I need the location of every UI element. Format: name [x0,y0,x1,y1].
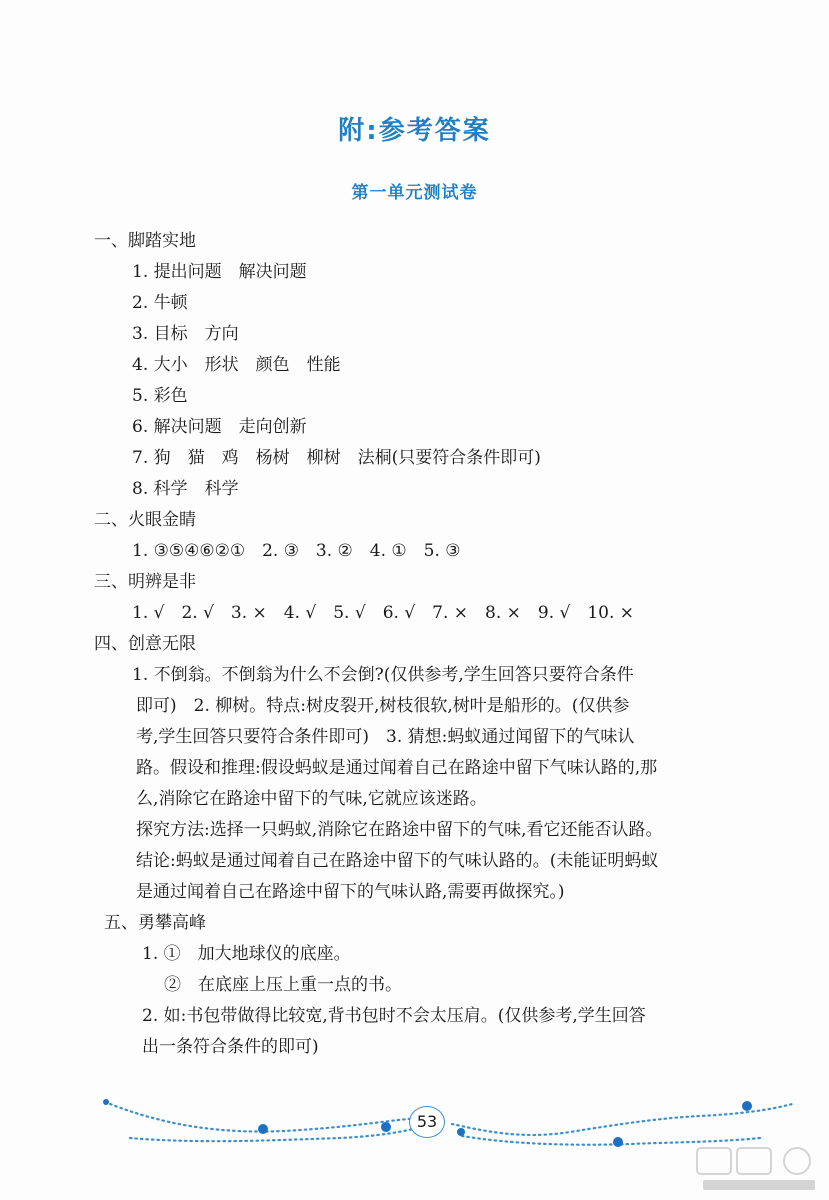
page-subtitle: 第一单元测试卷 [351,183,478,203]
section-heading-5: 五、勇攀高峰 [104,913,206,933]
answer-content [94,226,774,1063]
answer-item: 3. 目标 方向 [132,324,239,344]
paragraph-line: 是通过闻着自己在路途中留下的气味认路,需要再做探究。) [136,882,565,902]
paragraph-line: 路。假设和推理:假设蚂蚁是通过闻着自己在路途中留下气味认路的,那 [136,758,658,778]
section-heading-1: 一、脚踏实地 [94,231,196,251]
answer-item: 8. 科学 科学 [132,479,239,499]
answer-item: ② 在底座上压上重一点的书。 [164,975,402,995]
paragraph-line: 么,消除它在路途中留下的气味,它就应该迷路。 [136,789,487,809]
answer-item: 2. 如:书包带做得比较宽,背书包时不会太压肩。(仅供参考,学生回答 [142,1006,646,1026]
answer-item: 1. 提出问题 解决问题 [132,262,307,282]
paragraph-line: 考,学生回答只要符合条件即可) 3. 猜想:蚂蚁通过闻留下的气味认 [136,727,635,747]
paragraph-line: 结论:蚂蚁是通过闻着自己在路途中留下的气味认路的。(未能证明蚂蚁 [136,851,659,871]
paragraph-line: 1. 不倒翁。不倒翁为什么不会倒?(仅供参考,学生回答只要符合条件 [132,665,634,685]
answer-item: 2. 牛顿 [132,293,188,313]
answer-item: 7. 狗 猫 鸡 杨树 柳树 法桐(只要符合条件即可) [132,448,541,468]
answer-item: 1. √ 2. √ 3. × 4. √ 5. √ 6. √ 7. × 8. × 9. √ 10. × [132,603,635,623]
answer-item: 1. ③⑤④⑥②① 2. ③ 3. ② 4. ① 5. ③ [132,541,461,561]
page-number: 53 [409,1106,445,1138]
answer-item: 6. 解决问题 走向创新 [132,417,307,437]
site-watermark-logo [693,1144,823,1194]
paragraph-line: 即可) 2. 柳树。特点:树皮裂开,树枝很软,树叶是船形的。(仅供参 [136,696,630,716]
page-title: 附:参考答案 [338,116,491,146]
section-heading-3: 三、明辨是非 [94,572,196,592]
answer-item: 1. ① 加大地球仪的底座。 [142,944,351,964]
answer-item: 5. 彩色 [132,386,188,406]
footer-dotted-wave-decoration [100,1080,800,1150]
section-heading-2: 二、火眼金睛 [94,510,196,530]
section-heading-4: 四、创意无限 [94,634,196,654]
answer-item: 出一条符合条件的即可) [142,1037,319,1057]
paragraph-line: 探究方法:选择一只蚂蚁,消除它在路途中留下的气味,看它还能否认路。 [136,820,663,840]
answer-item: 4. 大小 形状 颜色 性能 [132,355,341,375]
